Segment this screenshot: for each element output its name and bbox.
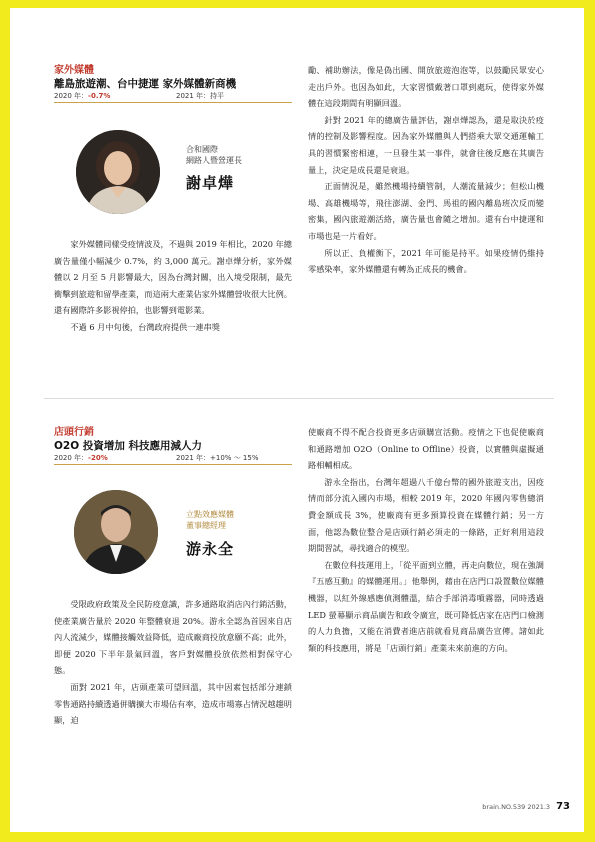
article1-left-paragraph: 家外媒體同樣受疫情波及，不過與 2019 年相比，2020 年總廣告量僅小幅減少 0.7%，約 3,000 萬元。謝卓燁分析，家外媒體以 2 月至 5 月影響最大，因為台灣封關，出入境受限制，最先衝擊到旅遊和留學產業，而這兩大產業佔家外媒體營收很大比例。還有國際許多影視停拍，也影響到電影業。 [54, 239, 292, 316]
article2-stat-2020-value: -20% [88, 454, 108, 462]
page-footer [482, 801, 570, 812]
article1-right-paragraph: 針對 2021 年的總廣告量評估，謝卓燁認為，還是取決於疫情的控制及影響程度。因為家外媒體與人們搭乘大眾交通運輸工具的習慣緊密相連，一旦發生某一事件，就會往後反應在其廣告量上，決定是成長還是衰退。 [308, 114, 544, 175]
article2-left-column [54, 596, 292, 729]
article1-left-paragraph: 不過 6 月中旬後，台灣政府提供一連串獎 [70, 321, 220, 332]
article2-left-paragraph: 面對 2021 年，店頭產業可望回溫，其中因素包括部分連鎖零售通路持續透過併購擴大市場佔有率，造成市場寡占情況越趨明顯，迫 [54, 681, 292, 726]
article2-right-column [308, 424, 544, 656]
article1-header [54, 64, 292, 103]
article1-right-column [308, 62, 544, 278]
article1-headline: 離島旅遊潮、台中捷運 家外媒體新商機 [54, 78, 237, 90]
article1-stats [54, 91, 292, 102]
article2-person-name: 游永全 [186, 540, 235, 558]
magazine-page [10, 8, 584, 832]
article2-right-paragraph: 使廠商不得不配合投資更多店頭購宣活動。疫情之下也促使廠商和通路增加 O2O（Online to Offline）投資，以實體與虛擬通路相輔相成。 [308, 427, 544, 471]
article2-category: 店頭行銷 [54, 427, 94, 438]
article2-rule [54, 464, 292, 465]
portrait-man-image [74, 490, 158, 574]
article1-portrait [76, 130, 160, 214]
article1-person-title-2: 網路人暨營運長 [186, 156, 242, 165]
article1-category: 家外媒體 [54, 65, 94, 76]
article2-left-paragraph: 受限政府政策及全民防疫意識，許多通路取消店內行銷活動，使產業廣告量於 2020 年整體衰退 20%。游永全認為首因來自店內人流減少，媒體接觸效益降低，造成廠商投放意願不高；此外，即便 2020 下半年景氣回溫，客戶對媒體投放依然相對保守心態。 [54, 599, 292, 676]
page-number: 73 [556, 801, 570, 812]
article2-person-title-2: 董事總經理 [186, 521, 226, 530]
article2-portrait [74, 490, 158, 574]
article1-stat-2020-value: -0.7% [88, 92, 111, 100]
article1-left-column [54, 236, 292, 336]
article2-stat-2020-label: 2020 年： [54, 454, 89, 462]
article1-right-paragraph: 所以正、負權衡下，2021 年可能是持平。如果疫情仍維持零感染率，家外媒體還有轉為正成長的機會。 [308, 247, 544, 275]
article2-right-paragraph: 在數位科技運用上，「從平面到立體，再走向數位，現在強調『五感互動』的媒體運用。」他舉例，藉由在店門口設置數位媒體機器，以紅外線感應偵測體溫，結合手部消毒噴霧器，同時透過 LED 螢幕顯示商品廣告和政令廣宣，既可降低店家在店門口檢測的人力負擔，又能在消費者進店前就看見商品廣告宣傳。諸如此類的科技應用，將是「店頭行銷」產業未來前進的方向。 [308, 559, 544, 653]
article2-headline: O2O 投資增加 科技應用減人力 [54, 440, 202, 452]
article2-stats [54, 453, 292, 464]
article1-right-paragraph: 勵、補助辦法，像是偽出國、開放旅遊泡泡等，以鼓勵民眾安心走出戶外。也因為如此，大家習慣戴著口罩到處玩，使得家外媒體在這段期間有明顯回溫。 [308, 65, 544, 109]
article1-rule [54, 102, 292, 103]
article2-right-paragraph: 游永全指出，台灣年超過八千億台幣的國外旅遊支出，因疫情而部分流入國內市場，相較 2019 年，2020 年國內零售總消費金額成長 3%，使廠商有更多預算投資在媒體行銷；另一方面，他認為數位整合是店頭行銷必須走的一條路，正好利用這段期間習試，尋找適合的模型。 [308, 476, 544, 554]
article1-person-title-1: 合和國際 [186, 145, 218, 154]
article2-person-title-1: 立點效應媒體 [186, 510, 234, 519]
footer-issue: brain.NO.539 2021.3 [482, 803, 551, 811]
article2-header [54, 426, 292, 465]
portrait-woman-image [76, 130, 160, 214]
article1-stat-2020-label: 2020 年： [54, 92, 89, 100]
article2-stat-2021: 2021 年：+10% ～ 15% [176, 454, 259, 462]
article1-right-paragraph: 正面情況是，雖然機場持續管制，人潮流量減少；但松山機場、高雄機場等，飛往澎湖、金門、馬祖的國內離島班次反而變密集，國內旅遊潮活絡，廣告量也會隨之增加。還有台中捷運和市場也是一片看好。 [308, 181, 544, 241]
article1-stat-2021: 2021 年：持平 [176, 92, 225, 100]
section-divider [44, 398, 554, 399]
article1-person-name: 謝卓燁 [186, 174, 235, 192]
